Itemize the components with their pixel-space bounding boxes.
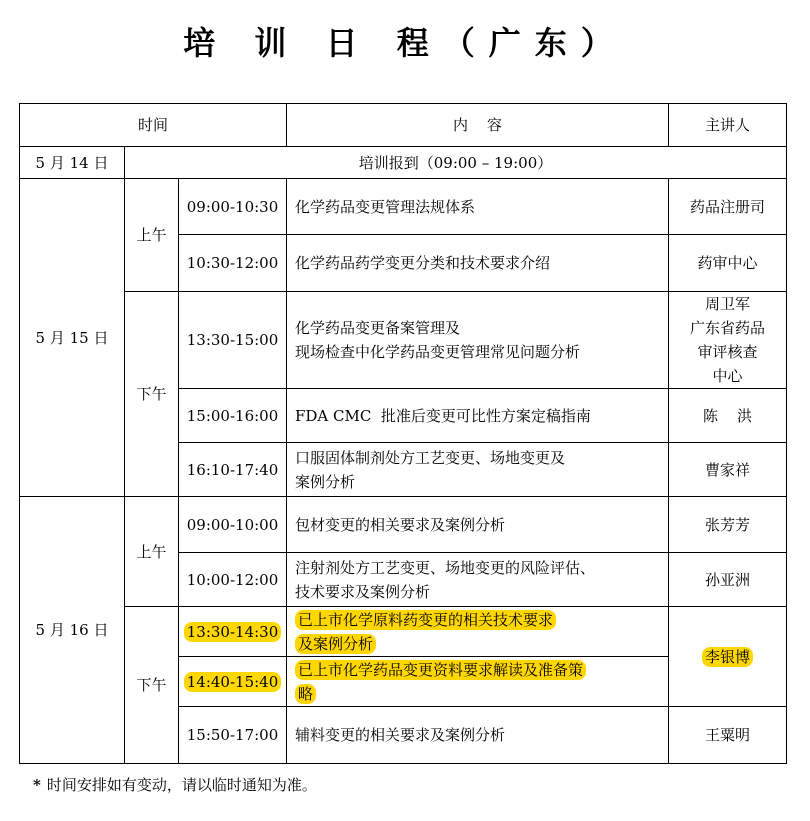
highlighted-speaker: 李银博 [702,647,753,667]
period-cell: 下午 [125,607,179,764]
speaker-cell: 张芳芳 [669,497,787,553]
footnote-text: 时间安排如有变动，请以临时通知为准。 [46,776,317,794]
date-cell: 5 月 14 日 [20,147,125,179]
table-row [20,147,787,179]
time-cell: 10:30-12:00 [179,235,287,292]
table-row [20,497,787,553]
period-cell: 上午 [125,179,179,292]
asterisk-mark: * [33,776,41,794]
period-cell: 下午 [125,292,179,497]
session-content: FDA CMC 批准后变更可比性方案定稿指南 [287,389,669,443]
date-cell: 5 月 16 日 [20,497,125,764]
highlighted-time: 14:40-15:40 [184,672,282,692]
session-content: 辅料变更的相关要求及案例分析 [287,707,669,764]
speaker-cell: 孙亚洲 [669,553,787,607]
header-time: 时间 [20,104,287,147]
time-cell [179,657,287,707]
header-row [20,104,787,147]
speaker-cell: 周卫军 广东省药品 审评核查 中心 [669,292,787,389]
speaker-cell: 药品注册司 [669,179,787,235]
time-cell: 13:30-15:00 [179,292,287,389]
table-row [20,607,787,657]
speaker-cell: 王粟明 [669,707,787,764]
header-speaker: 主讲人 [669,104,787,147]
highlighted-text: 已上市化学原料药变更的相关技术要求 及案例分析 [295,610,556,654]
session-content: 注射剂处方工艺变更、场地变更的风险评估、 技术要求及案例分析 [287,553,669,607]
highlighted-text: 已上市化学药品变更资料要求解读及准备策 略 [295,660,586,704]
time-cell [179,607,287,657]
time-cell: 16:10-17:40 [179,443,287,497]
footnote [33,774,317,795]
session-content: 化学药品变更备案管理及 现场检查中化学药品变更管理常见问题分析 [287,292,669,389]
registration-cell: 培训报到（09:00 – 19:00） [125,147,787,179]
session-content [287,657,669,707]
highlighted-time: 13:30-14:30 [184,622,282,642]
table-row [20,179,787,235]
time-cell: 09:00-10:30 [179,179,287,235]
speaker-cell: 药审中心 [669,235,787,292]
session-content [287,607,669,657]
session-content: 化学药品药学变更分类和技术要求介绍 [287,235,669,292]
speaker-cell: 曹家祥 [669,443,787,497]
session-content: 口服固体制剂处方工艺变更、场地变更及 案例分析 [287,443,669,497]
session-content: 化学药品变更管理法规体系 [287,179,669,235]
date-cell: 5 月 15 日 [20,179,125,497]
header-content: 内 容 [287,104,669,147]
time-cell: 15:50-17:00 [179,707,287,764]
time-cell: 15:00-16:00 [179,389,287,443]
time-cell: 09:00-10:00 [179,497,287,553]
period-cell: 上午 [125,497,179,607]
session-content: 包材变更的相关要求及案例分析 [287,497,669,553]
speaker-cell: 陈 洪 [669,389,787,443]
table-row [20,292,787,389]
speaker-cell [669,607,787,707]
page-title: 培 训 日 程（广东） [183,24,627,62]
schedule-table [19,103,787,764]
time-cell: 10:00-12:00 [179,553,287,607]
